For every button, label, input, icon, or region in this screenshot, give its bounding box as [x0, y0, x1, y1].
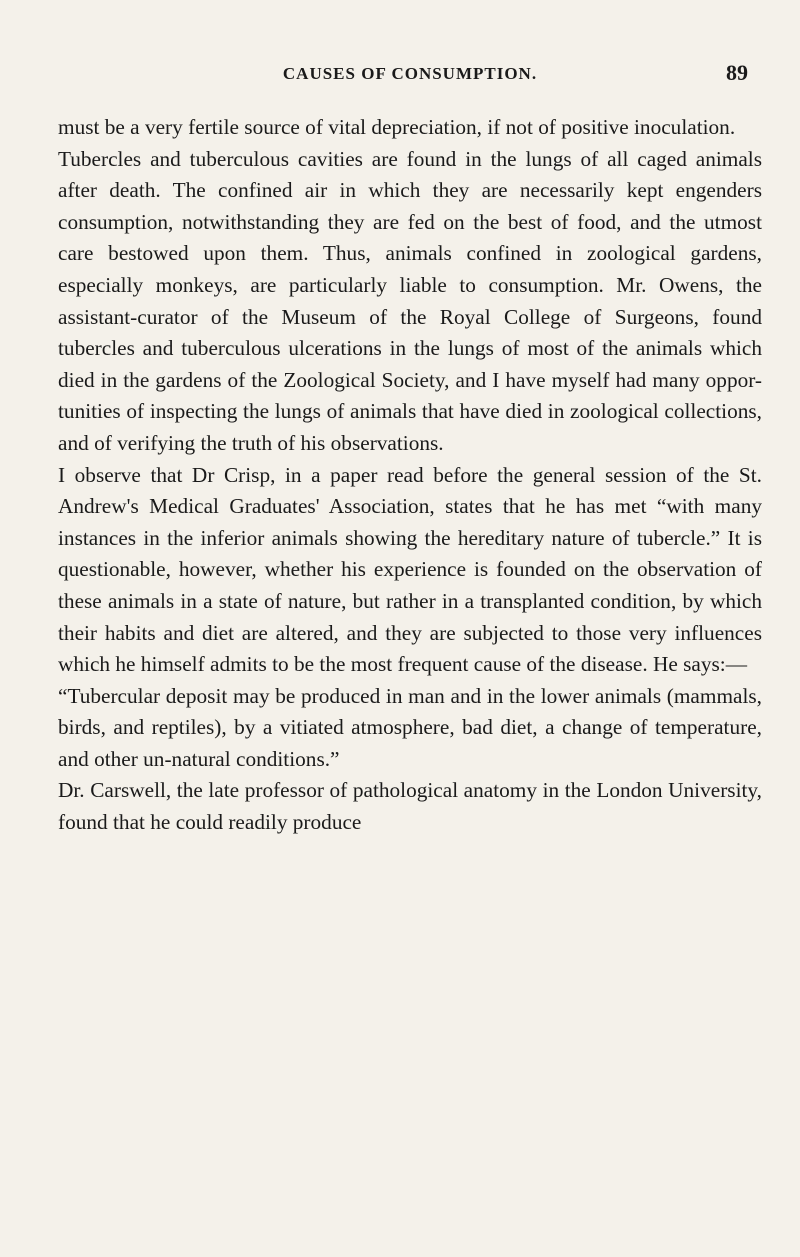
paragraph-caged-animals: Tubercles and tuberculous cavities are found in the lungs of all caged animals after death. The confined air in which they are necessarily kept engenders consumption, notwithstanding they are fed on the best of food, and the utmost care bestowed upon them. Thus, animals confined in zoological gardens, especially monkeys, are particularly liable to consumption. Mr. Owens, the assistant-curator of the Museum of the Royal College of Surgeons, found tubercles and tuberculous ulcerations in the lungs of most of the animals which died in the gardens of the Zoological Society, and I have myself had many oppor-tunities of inspecting the lungs of animals that have died in zoological collections, and of verifying the truth of his observations.: [58, 146, 762, 455]
paragraph-quotation: “Tubercular deposit may be produced in man and in the lower animals (mammals, birds, and reptiles), by a vitiated atmosphere, bad diet, a change of temperature, and other un-natural conditions.”: [58, 683, 762, 771]
running-head: [58, 60, 762, 88]
paragraph-dr-crisp: I observe that Dr Crisp, in a paper read before the general session of the St. Andrew's Medical Graduates' Association, states that he has met “with many instances in the inferior animals showing the hereditary nature of tubercle.” It is questionable, however, whether his experience is founded on the observation of these animals in a state of nature, but rather in a transplanted condition, by which their habits and diet are altered, and they are subjected to those very influences which he himself admits to be the most frequent cause of the disease. He says:—: [58, 462, 762, 677]
paragraph-continuation: must be a very fertile source of vital depreciation, if not of positive inoculation.: [58, 115, 736, 139]
running-title: CAUSES OF CONSUMPTION.: [282, 64, 538, 83]
book-page: [58, 0, 762, 1257]
page-number: 89: [726, 60, 748, 85]
paragraph-dr-carswell: Dr. Carswell, the late professor of pathological anatomy in the London University, found that he could readily produce: [58, 778, 762, 835]
body-text: [58, 112, 762, 839]
